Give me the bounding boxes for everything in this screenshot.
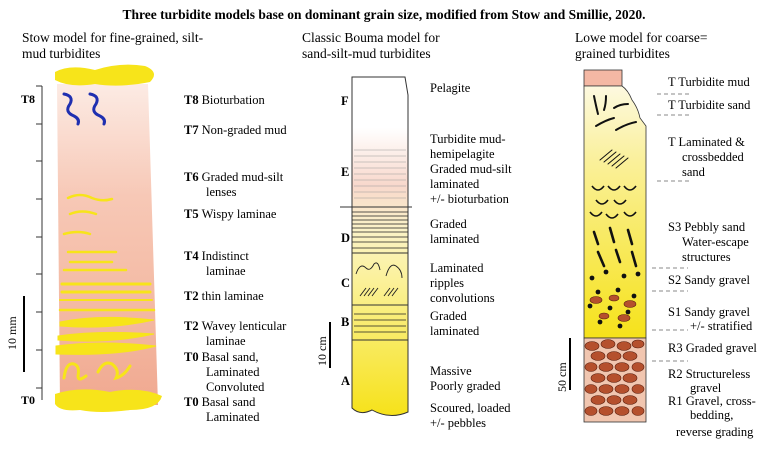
- lowe-desc-t-lam-3: sand: [682, 165, 705, 179]
- stow-unit-t0-base: T0 Basal sand: [184, 395, 256, 409]
- lowe-desc-r2-1: R2 Structureless: [668, 367, 751, 381]
- stow-top-cap: [55, 65, 154, 86]
- bouma-model-panel: [302, 30, 512, 430]
- stow-unit-t2-thin: T2 thin laminae: [184, 289, 264, 303]
- lowe-desc-s3-2: Water-escape: [682, 235, 749, 249]
- lowe-desc-s1-2: +/- stratified: [690, 319, 753, 333]
- stow-unit-t0-top-line2: Laminated: [206, 365, 260, 379]
- stow-column-body: [57, 84, 158, 405]
- lowe-heading-line2: grained turbidites: [575, 46, 670, 61]
- bouma-desc-c-2: ripples: [430, 276, 465, 290]
- stow-unit-t2-wavey: T2 Wavey lenticular: [184, 319, 287, 333]
- bouma-desc-a-4: Scoured, loaded: [430, 401, 511, 415]
- stow-unit-labels: [184, 93, 287, 424]
- stow-unit-t0-top: T0 Basal sand,: [184, 350, 259, 364]
- lowe-descriptions: [668, 75, 757, 439]
- bouma-letters: [341, 94, 350, 388]
- lowe-turbidite-mud: [584, 70, 622, 86]
- lowe-desc-t-lam-2: crossbedded: [682, 150, 744, 164]
- bouma-letter-d: D: [341, 231, 351, 245]
- lowe-desc-t-lam-1: T Laminated &: [668, 135, 745, 149]
- bouma-desc-a-2: Poorly graded: [430, 379, 501, 393]
- stow-unit-t4: T4 Indistinct: [184, 249, 249, 263]
- stow-heading-line2: mud turbidites: [22, 46, 101, 61]
- bouma-letter-f: F: [341, 94, 349, 108]
- bouma-desc-d-1: Graded: [430, 217, 467, 231]
- lowe-scale-label: 50 cm: [555, 362, 569, 392]
- bouma-letter-a: A: [341, 374, 351, 388]
- bouma-letter-b: B: [341, 315, 350, 329]
- figure-title: Three turbidite models base on dominant grain size, modified from Stow and Smillie, 2020.: [122, 7, 646, 22]
- stow-unit-t6: T6 Graded mud-silt: [184, 170, 284, 184]
- stow-unit-t6-line2: lenses: [206, 185, 237, 199]
- bouma-desc-a-1: Massive: [430, 364, 472, 378]
- lowe-desc-t-mud: T Turbidite mud: [668, 75, 750, 89]
- lowe-heading-line1: Lowe model for coarse=: [575, 30, 708, 45]
- bouma-desc-b-2: laminated: [430, 324, 480, 338]
- bouma-scale-label: 10 cm: [315, 336, 329, 366]
- lowe-desc-t-sand: T Turbidite sand: [668, 98, 751, 112]
- stow-axis-bottom-label: T0: [21, 393, 36, 407]
- stow-scale-label: 10 mm: [5, 316, 19, 350]
- lowe-desc-s1-1: S1 Sandy gravel: [668, 305, 750, 319]
- stow-model-panel: [5, 30, 287, 424]
- bouma-desc-e-5: +/- bioturbation: [430, 192, 509, 206]
- stow-unit-t7: T7 Non-graded mud: [184, 123, 287, 137]
- lowe-desc-s3-1: S3 Pebbly sand: [668, 220, 746, 234]
- stow-heading-line1: Stow model for fine-grained, silt-: [22, 30, 204, 45]
- stow-unit-t0-base-line2: Laminated: [206, 410, 260, 424]
- bouma-desc-f: Pelagite: [430, 81, 471, 95]
- bouma-desc-e-4: laminated: [430, 177, 480, 191]
- lowe-desc-s2: S2 Sandy gravel: [668, 273, 750, 287]
- bouma-desc-b-1: Graded: [430, 309, 467, 323]
- stow-base-sand: [55, 389, 162, 412]
- bouma-desc-e-2: hemipelagite: [430, 147, 495, 161]
- lowe-desc-s3-3: structures: [682, 250, 731, 264]
- lowe-model-panel: [555, 30, 757, 439]
- stow-unit-t2-wavey-line2: laminae: [206, 334, 246, 348]
- bouma-descriptions: [430, 81, 512, 430]
- bouma-desc-d-2: laminated: [430, 232, 480, 246]
- bouma-desc-c-3: convolutions: [430, 291, 495, 305]
- stow-unit-t4-line2: laminae: [206, 264, 246, 278]
- bouma-heading-line1: Classic Bouma model for: [302, 30, 440, 45]
- bouma-desc-c-1: Laminated: [430, 261, 484, 275]
- stow-axis-top-label: T8: [21, 92, 36, 106]
- lowe-desc-r3: R3 Graded gravel: [668, 341, 757, 355]
- bouma-desc-a-5: +/- pebbles: [430, 416, 486, 430]
- stow-axis: [36, 86, 42, 400]
- stow-unit-t5: T5 Wispy laminae: [184, 207, 277, 221]
- bouma-column-body: [352, 77, 408, 416]
- stow-unit-t8: T8 Bioturbation: [184, 93, 265, 107]
- bouma-desc-e-3: Graded mud-silt: [430, 162, 512, 176]
- lowe-desc-r1-1: R1 Gravel, cross-: [668, 394, 756, 408]
- lowe-desc-r1-2: bedding,: [690, 408, 734, 422]
- bouma-letter-e: E: [341, 165, 350, 179]
- bouma-desc-e-1: Turbidite mud-: [430, 132, 506, 146]
- bouma-letter-c: C: [341, 276, 351, 290]
- lowe-desc-r1-3: reverse grading: [676, 425, 754, 439]
- bouma-heading-line2: sand-silt-mud turbidites: [302, 46, 431, 61]
- lowe-desc-r2-2: gravel: [690, 381, 722, 395]
- stow-unit-t0-top-line3: Convoluted: [206, 380, 265, 394]
